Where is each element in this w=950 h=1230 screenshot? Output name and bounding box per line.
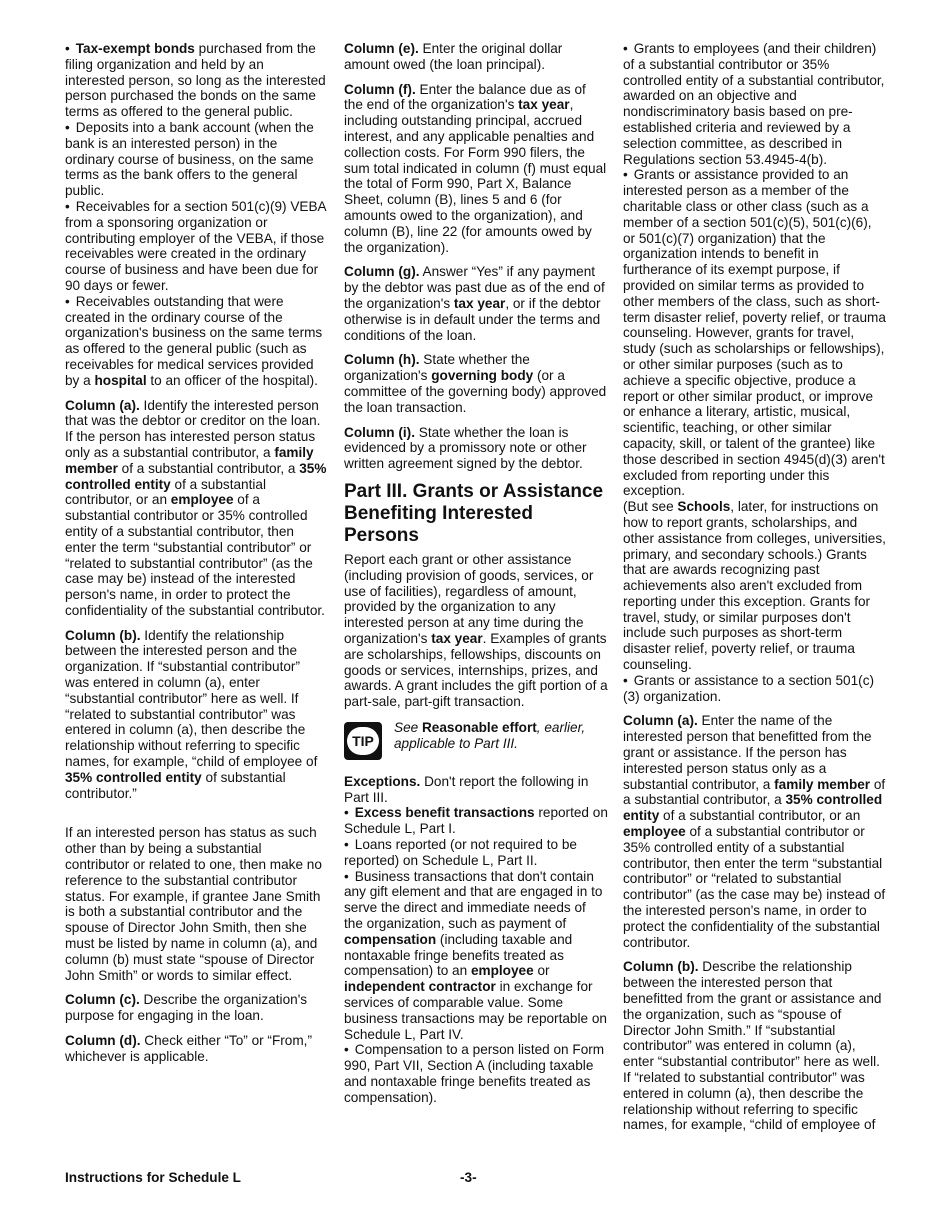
exception-business-transactions: • Business transactions that don't contain any gift element and that are engaged in to serve the direct and immediate needs of the organization, such as payment of compensation (including taxable and nontaxable fringe benefits treated as compensation) to an employee or independent contractor in exchange for services of comparable value. Some business transactions may be reportable on Schedule L, Part IV. xyxy=(344,869,608,1043)
bullet-deposits: • Deposits into a bank account (when the bank is an interested person) in the ordinary course of business, on the same terms as the bank offers to the general public. xyxy=(65,120,327,199)
schools-note: (But see Schools, later, for instructions on how to report grants, scholarships, and other assistance from colleges, universities, primary, and secondary schools.) Grants that are awards recognizing past achievements also aren't excluded from reporting under this exception. Grants for travel, study, or similar purposes don't include such purposes as short-term disaster relief, poverty relief, or trauma counseling. xyxy=(623,499,886,673)
column-g-loans: Column (g). Answer “Yes” if any payment by the debtor was past due as of the end of the organization's tax year, or if the debtor otherwise is in default under the terms and conditions of the loan. xyxy=(344,264,605,343)
exception-501c3: • Grants or assistance to a section 501(c)(3) organization. xyxy=(623,673,886,705)
footer-title: Instructions for Schedule L xyxy=(65,1170,241,1185)
tip-icon: TIP xyxy=(344,722,382,760)
exception-charitable-class: • Grants or assistance provided to an interested person as a member of the charitable class or other class (such as a member of a section 501(c)(5), 501(c)(6), or 501(c)(7) organization) that the organization intends to benefit in furtherance of its exempt purpose, if provided on similar terms as provided to other members of the class, such as short-term disaster relief, poverty relief, or trauma counseling. However, grants for travel, study (such as scholarships or fellowships), or other similar purposes (such as to achieve a specific objective, produce a report or other similar product, or improve or enhance a literary, artistic, musical, scientific, teaching, or other similar capacity, skill, or talent of the grantee) like those described in section 4945(d)(3) aren't excluded from reporting under this exception. xyxy=(623,167,886,499)
column-b-grants: Column (b). Describe the relationship between the interested person that benefitted from the grant or assistance and the organization, such as “spouse of Director John Smith.” If “substantial contributor” was entered in column (a), enter “substantial contributor” here as well. If “related to substantial contributor” was entered in column (a), then describe the relationship without referring to specific names, for example, “child of employee of xyxy=(623,959,882,1133)
bullet-receivables-veba: • Receivables for a section 501(c)(9) VEBA from a sponsoring organization or contributing employer of the VEBA, if those receivables were created in the ordinary course of business and have been due for 90 days or fewer. xyxy=(65,199,327,294)
substantial-contributor-paragraph: If an interested person has status as such other than by being a substantial contributor or related to one, then make no reference to the substantial contributor status. For example, if grantee Jane Smith is both a substantial contributor and the spouse of Director John Smith, then she must be listed by name in column (a), and column (b) must state “spouse of Director John Smith” or words to similar effect. xyxy=(65,825,322,983)
exceptions-intro: Exceptions. Don't report the following in Part III. xyxy=(344,773,589,805)
column-e-loans: Column (e). Enter the original dollar amount owed (the loan principal). xyxy=(344,41,563,72)
exception-loans: • Loans reported (or not required to be reported) on Schedule L, Part II. xyxy=(344,837,608,869)
tip-callout xyxy=(344,720,608,760)
column-d-loans: Column (d). Check either “To” or “From,” whichever is applicable. xyxy=(65,1033,312,1064)
column-h-loans: Column (h). State whether the organization's governing body (or a committee of the governing body) approved the loan transaction. xyxy=(344,352,607,415)
column-f-loans: Column (f). Enter the balance due as of the end of the organization's tax year, including outstanding principal, accrued interest, and any applicable penalties and collection costs. For Form 990 filers, the sum total indicated in column (f) must equal the total of Form 990, Part X, Balance Sheet, column (B), lines 5 and 6 (for amounts owed to the organization), and column (B), line 22 (for amounts owed by the organization). xyxy=(344,81,607,255)
tip-text: See Reasonable effort, earlier, applicable to Part III. xyxy=(394,719,586,751)
column-middle xyxy=(344,41,608,1106)
exception-compensation: • Compensation to a person listed on Form 990, Part VII, Section A (including taxable and nontaxable fringe benefits treated as compensation). xyxy=(344,1042,608,1105)
bullet-tax-exempt-bonds: • Tax-exempt bonds purchased from the filing organization and held by an interested person, so long as the interested person purchased the bonds on the same terms as offered to the general public. xyxy=(65,41,327,120)
column-b-loans: Column (b). Identify the relationship between the interested person and the organization. If “substantial contributor” was entered in column (a), enter “substantial contributor” here as well. If “related to substantial contributor” was entered in column (a), then describe the relationship without referring to specific names, for example, “child of employee of 35% controlled entity of substantial contributor.” xyxy=(65,627,318,801)
column-a-grants: Column (a). Enter the name of the interested person that benefitted from the grant or assistance. If the person has interested person status only as a substantial contributor, a family member of a substantial contributor, a 35% controlled entity of a substantial contributor, or an employee of a substantial contributor or 35% controlled entity of a substantial contributor, then enter the term “substantial contributor” or “related to substantial contributor” (as the case may be) instead of the interested person's name, in order to protect the confidentiality of the substantial contributor. xyxy=(623,713,886,950)
column-a-loans: Column (a). Identify the interested person that was the debtor or creditor on the loan. If the person has interested person status only as a substantial contributor, a family member of a substantial contributor, a 35% controlled entity of a substantial contributor, or an employee of a substantial contributor or 35% controlled entity of a substantial contributor, then enter the term “substantial contributor” or “related to substantial contributor” (as the case may be) instead of the interested person's name, in order to protect the confidentiality of the substantial contributor. xyxy=(65,397,327,618)
column-i-loans: Column (i). State whether the loan is evidenced by a promissory note or other written agreement signed by the debtor. xyxy=(344,424,587,472)
bullet-receivables-outstanding: • Receivables outstanding that were created in the ordinary course of the organization's business on the same terms as offered to the general public (such as receivables for medical services provided by a hospital to an officer of the hospital). xyxy=(65,294,327,389)
exception-grants-employees: • Grants to employees (and their children) of a substantial contributor or 35% controlled entity of a substantial contributor, awarded on an objective and nondiscriminatory basis based on pre-established criteria and reviewed by a selection committee, as described in Regulations section 53.4945-4(b). xyxy=(623,41,886,167)
part-iii-intro: Report each grant or other assistance (including provision of goods, services, or use of facilities), regardless of amount, provided by the organization to any interested person at any time during the organization's tax year. Examples of grants are scholarships, fellowships, discounts on goods or services, internships, prizes, and awards. A grant includes the gift portion of a part-sale, part-gift transaction. xyxy=(344,551,608,710)
page-number: -3- xyxy=(460,1170,477,1185)
column-c-loans: Column (c). Describe the organization's purpose for engaging in the loan. xyxy=(65,992,308,1024)
column-left xyxy=(65,41,327,1074)
column-right xyxy=(623,41,886,1142)
exception-excess-benefit: • Excess benefit transactions reported on Schedule L, Part I. xyxy=(344,805,608,837)
part-iii-heading: Part III. Grants or Assistance Benefiting Interested Persons xyxy=(344,480,604,546)
